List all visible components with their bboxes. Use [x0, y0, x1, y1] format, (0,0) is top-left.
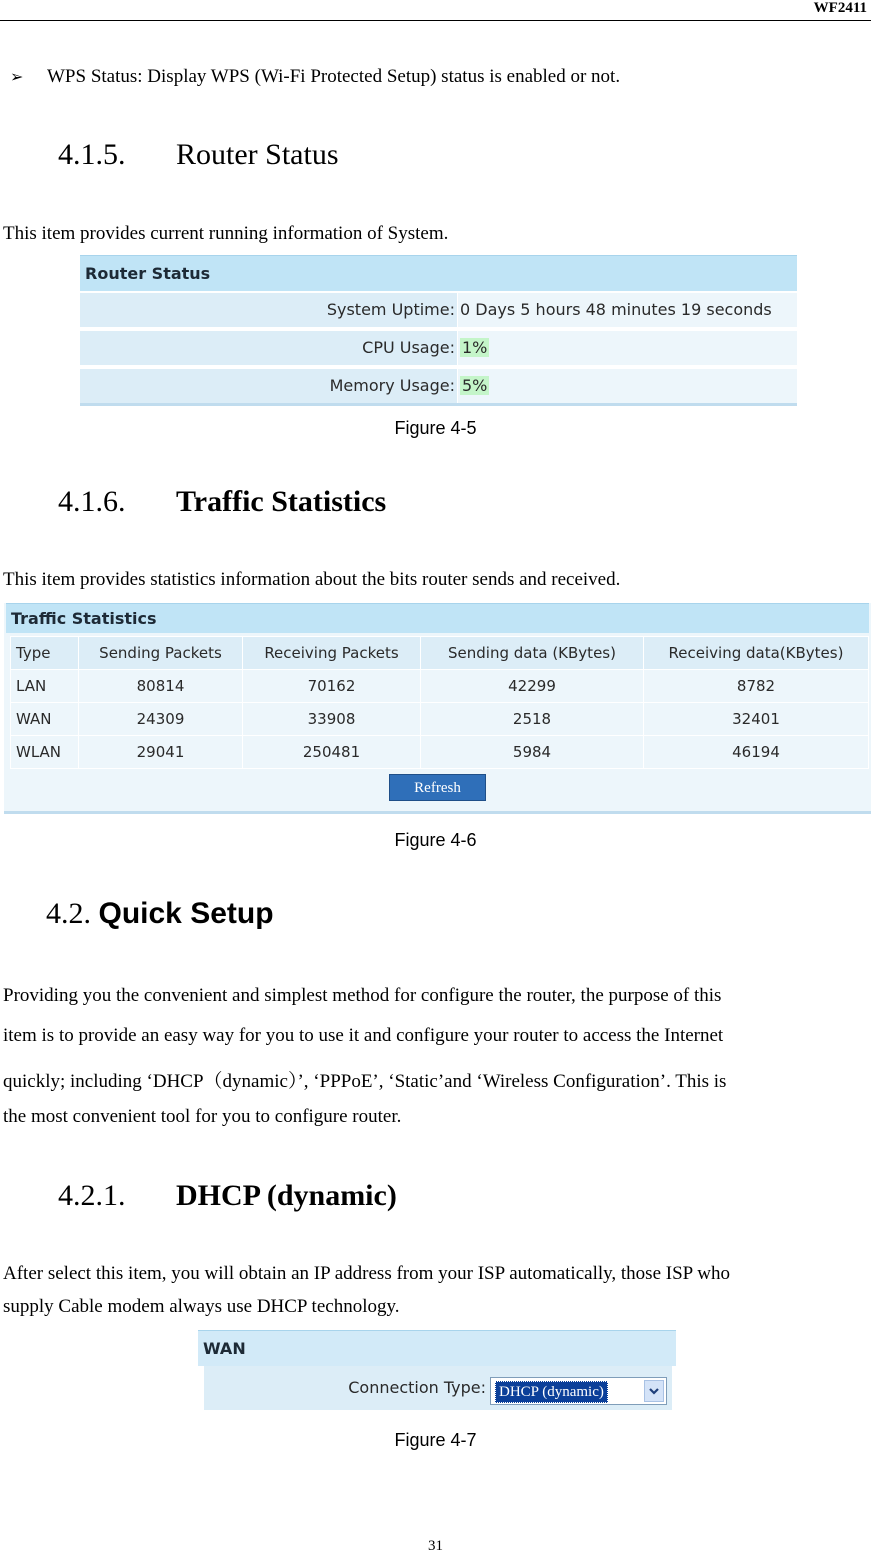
traffic-statistics-title: Traffic Statistics [6, 603, 869, 633]
quick-setup-line-4: the most convenient tool for you to configure router. [3, 1106, 402, 1127]
table-row [11, 736, 869, 769]
memory-usage-value: 5% [462, 376, 488, 395]
section-number: 4.1.5. [58, 138, 126, 171]
section-title: Router Status [176, 138, 339, 171]
cell-sending-data: 42299 [421, 670, 644, 703]
connection-type-select[interactable] [490, 1377, 667, 1405]
cpu-usage-cell [458, 331, 797, 365]
cell-receiving-packets: 33908 [243, 703, 421, 736]
refresh-button[interactable]: Refresh [389, 774, 486, 801]
cpu-usage-value: 1% [462, 338, 488, 357]
chevron-down-icon-glyph [645, 1381, 663, 1401]
page-number: 31 [428, 1538, 443, 1554]
dhcp-description-line-1: After select this item, you will obtain an IP address from your ISP automatically, those ISP who [3, 1263, 730, 1284]
section-title: Traffic Statistics [176, 485, 387, 518]
section-heading-dhcp-dynamic [58, 1179, 397, 1213]
section-heading-router-status [58, 138, 339, 172]
cell-receiving-packets: 250481 [243, 736, 421, 769]
quick-setup-line-2: item is to provide an easy way for you to use it and configure your router to access the Internet [3, 1025, 724, 1046]
cell-sending-packets: 80814 [79, 670, 243, 703]
cpu-usage-label: CPU Usage: [80, 331, 457, 365]
chevron-down-icon[interactable] [644, 1380, 664, 1402]
figure-caption-4-7: Figure 4-7 [394, 1430, 477, 1450]
table-header-row [11, 637, 869, 670]
system-uptime-row [80, 293, 797, 327]
cell-receiving-data: 32401 [644, 703, 869, 736]
memory-usage-cell [458, 369, 797, 403]
cell-receiving-data: 46194 [644, 736, 869, 769]
section-heading-quick-setup [46, 897, 274, 931]
figure-caption-4-6: Figure 4-6 [394, 830, 477, 850]
table-row [11, 670, 869, 703]
cell-type: LAN [11, 670, 79, 703]
column-header-type: Type [11, 637, 79, 670]
section-heading-traffic-statistics [58, 485, 386, 519]
wps-status-text: WPS Status: Display WPS (Wi-Fi Protected Setup) status is enabled or not. [47, 66, 621, 87]
figure-caption-4-5: Figure 4-5 [394, 418, 477, 438]
column-header-sending-packets: Sending Packets [79, 637, 243, 670]
section-number: 4.2. [46, 897, 91, 930]
traffic-statistics-bottom-border [4, 811, 871, 814]
section-title: Quick Setup [98, 897, 274, 930]
memory-usage-label: Memory Usage: [80, 369, 457, 403]
quick-setup-line-1: Providing you the convenient and simplest method for configure the router, the purpose of this [3, 985, 722, 1006]
traffic-statistics-description: This item provides statistics information about the bits router sends and received. [3, 569, 621, 590]
wan-title: WAN [198, 1330, 676, 1366]
section-title: DHCP (dynamic) [176, 1179, 397, 1212]
column-header-receiving-data: Receiving data(KBytes) [644, 637, 869, 670]
dhcp-description-line-2: supply Cable modem always use DHCP technology. [3, 1296, 400, 1317]
table-row [11, 703, 869, 736]
cell-sending-packets: 24309 [79, 703, 243, 736]
wps-status-bullet [10, 66, 620, 88]
cell-receiving-data: 8782 [644, 670, 869, 703]
section-number: 4.1.6. [58, 485, 126, 518]
router-status-bottom-border [80, 403, 797, 406]
router-status-panel [80, 255, 797, 406]
section-number: 4.2.1. [58, 1179, 126, 1212]
document-header-title: WF2411 [813, 0, 867, 16]
cell-sending-packets: 29041 [79, 736, 243, 769]
cell-receiving-packets: 70162 [243, 670, 421, 703]
traffic-statistics-table [10, 636, 869, 769]
connection-type-selected-value: DHCP (dynamic) [495, 1381, 608, 1403]
cell-type: WAN [11, 703, 79, 736]
cpu-usage-row [80, 331, 797, 365]
cell-sending-data: 2518 [421, 703, 644, 736]
column-header-sending-data: Sending data (KBytes) [421, 637, 644, 670]
quick-setup-line-3: quickly; including ‘DHCP（dynamic）’, ‘PPPoE’, ‘Static’and ‘Wireless Configuration’. This is [3, 1071, 727, 1092]
router-status-description: This item provides current running information of System. [3, 223, 449, 244]
cell-sending-data: 5984 [421, 736, 644, 769]
system-uptime-value: 0 Days 5 hours 48 minutes 19 seconds [458, 293, 797, 327]
connection-type-label: Connection Type: [348, 1378, 486, 1397]
header-rule [0, 20, 871, 21]
cell-type: WLAN [11, 736, 79, 769]
column-header-receiving-packets: Receiving Packets [243, 637, 421, 670]
system-uptime-label: System Uptime: [80, 293, 457, 327]
memory-usage-row [80, 369, 797, 403]
arrow-bullet-icon: ➢ [10, 67, 24, 86]
router-status-title: Router Status [80, 255, 797, 291]
